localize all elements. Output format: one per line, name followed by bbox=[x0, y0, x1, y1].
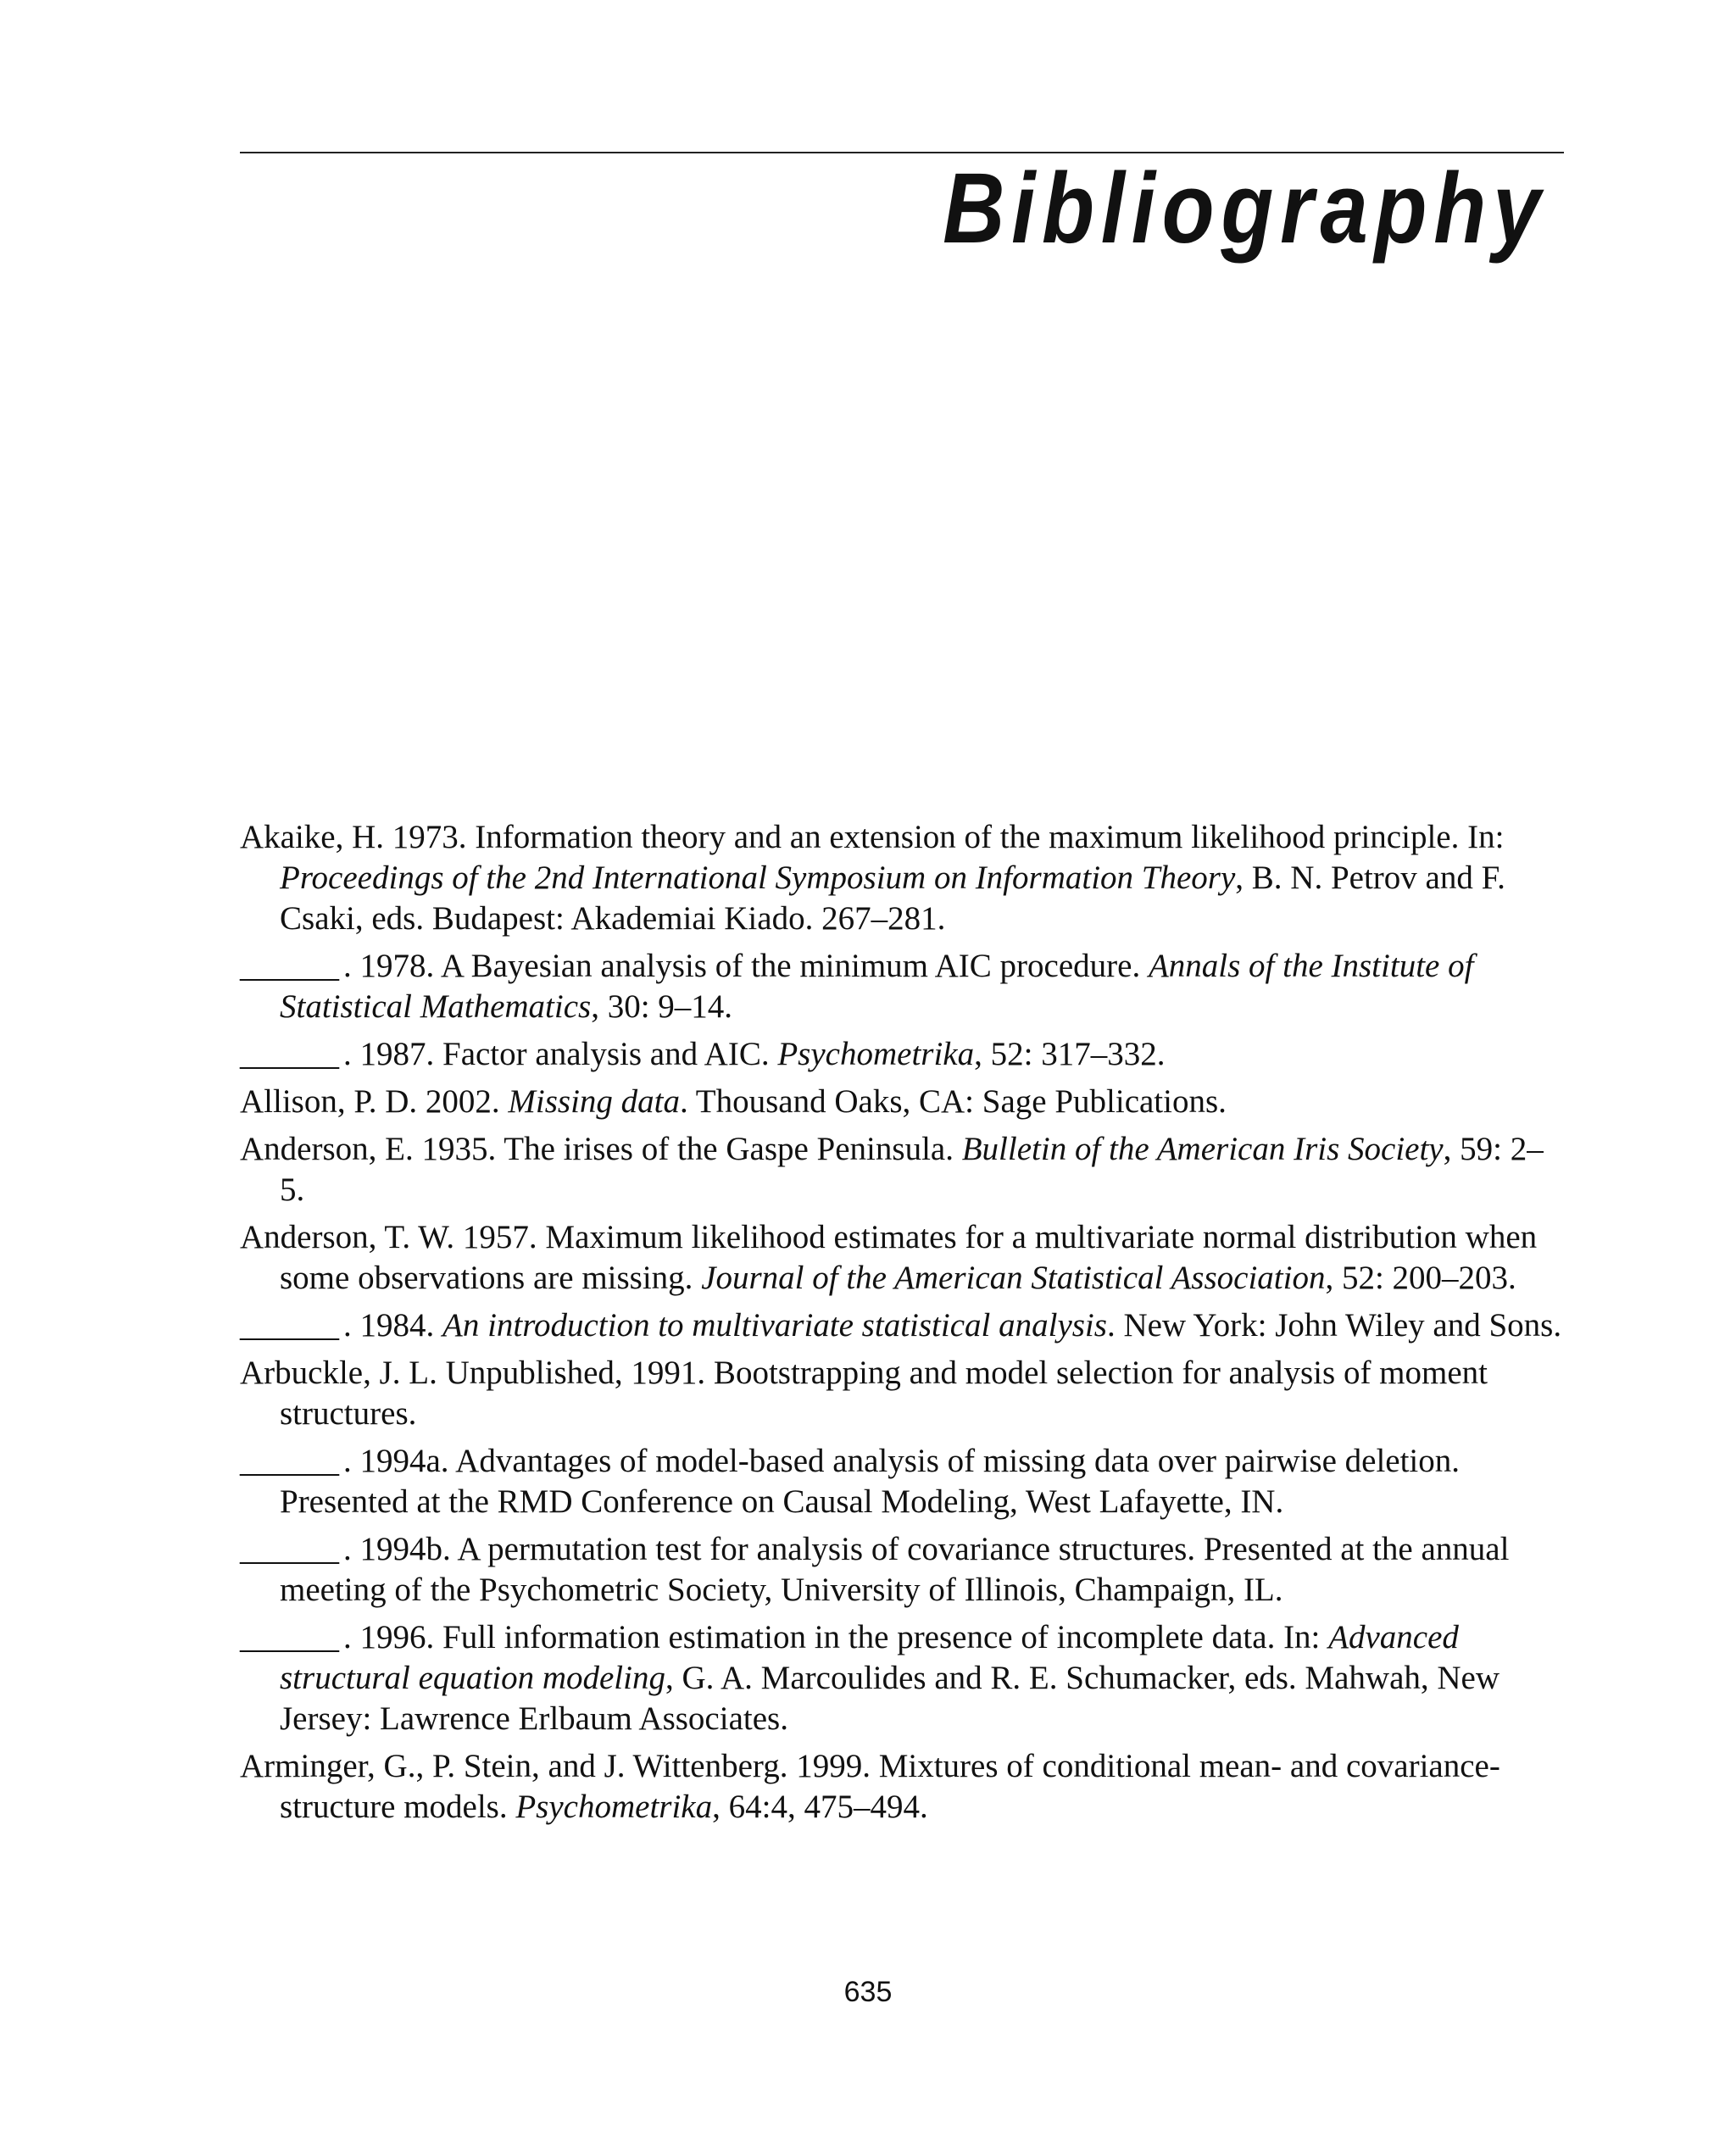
entry-title-italic: Psychometrika bbox=[777, 1036, 975, 1072]
page-number: 635 bbox=[843, 1976, 893, 2008]
entry-text: . 1984. bbox=[343, 1307, 442, 1344]
repeated-author-rule: ______ bbox=[240, 1531, 339, 1567]
entry-text: . 1994b. A permutation test for analysis of covariance structures. Presented at the annual meeting of the Psychometric Society, University of Illinois, Champaign, IL. bbox=[280, 1531, 1510, 1608]
bibliography-entry bbox=[240, 1305, 1566, 1346]
entry-title-italic: Missing data bbox=[508, 1083, 680, 1120]
entry-text: , 64:4, 475–494. bbox=[712, 1789, 928, 1825]
repeated-author-rule: ______ bbox=[240, 1443, 339, 1479]
entry-text: Anderson, E. 1935. The irises of the Gaspe Peninsula. bbox=[240, 1131, 962, 1167]
repeated-author-rule: ______ bbox=[240, 1619, 339, 1655]
bibliography-entry bbox=[240, 946, 1566, 1027]
entry-text: Allison, P. D. 2002. bbox=[240, 1083, 509, 1120]
bibliography-entry bbox=[240, 1082, 1566, 1122]
entry-title-italic: An introduction to multivariate statistical analysis bbox=[442, 1307, 1107, 1344]
entry-title-italic: Annals of the Institute of Statistical Mathematics bbox=[280, 948, 1474, 1025]
entry-text: , B. N. Petrov and F. Csaki, eds. Budapest: Akademiai Kiado. 267–281. bbox=[280, 860, 1505, 937]
entry-text: , 59: 2–5. bbox=[280, 1131, 1544, 1208]
entry-text: Arbuckle, J. L. Unpublished, 1991. Bootstrapping and model selection for analysis of moment structures. bbox=[240, 1355, 1488, 1432]
repeated-author-rule: ______ bbox=[240, 948, 339, 984]
entry-text: . 1994a. Advantages of model-based analysis of missing data over pairwise deletion. Presented at the RMD Conference on Causal Modeling, West Lafayette, IN. bbox=[280, 1443, 1461, 1520]
bibliography-entry bbox=[240, 1746, 1566, 1828]
entry-text: , 30: 9–14. bbox=[591, 988, 733, 1025]
entry-text: . 1996. Full information estimation in the presence of incomplete data. In: bbox=[343, 1619, 1329, 1655]
entry-title-italic: Proceedings of the 2nd International Symposium on Information Theory bbox=[280, 860, 1236, 896]
bibliography-entry bbox=[240, 1353, 1566, 1434]
repeated-author-rule: ______ bbox=[240, 1036, 339, 1072]
entry-title-italic: Psychometrika bbox=[515, 1789, 713, 1825]
chapter-title: Bibliography bbox=[942, 153, 1547, 264]
entry-text: , 52: 200–203. bbox=[1325, 1260, 1516, 1296]
entry-text: , 52: 317–332. bbox=[974, 1036, 1166, 1072]
entry-text: . Thousand Oaks, CA: Sage Publications. bbox=[680, 1083, 1227, 1120]
bibliography-entry bbox=[240, 1034, 1566, 1075]
entry-text: , G. A. Marcoulides and R. E. Schumacker, eds. Mahwah, New Jersey: Lawrence Erlbaum Associates. bbox=[280, 1660, 1500, 1737]
bibliography-entry bbox=[240, 1129, 1566, 1210]
entry-text: Anderson, T. W. 1957. Maximum likelihood estimates for a multivariate normal distribution when some observations are missing. bbox=[240, 1219, 1538, 1296]
entry-text: . New York: John Wiley and Sons. bbox=[1106, 1307, 1562, 1344]
entry-text: Akaike, H. 1973. Information theory and an extension of the maximum likelihood principle. In: bbox=[240, 819, 1505, 855]
repeated-author-rule: ______ bbox=[240, 1307, 339, 1344]
bibliography-entry bbox=[240, 817, 1566, 939]
entry-text: Arminger, G., P. Stein, and J. Wittenberg. 1999. Mixtures of conditional mean- and covariance-structure models. bbox=[240, 1748, 1500, 1825]
bibliography-entry bbox=[240, 1441, 1566, 1522]
entry-text: . 1978. A Bayesian analysis of the minimum AIC procedure. bbox=[343, 948, 1149, 984]
bibliography-entry bbox=[240, 1217, 1566, 1299]
entry-text: . 1987. Factor analysis and AIC. bbox=[343, 1036, 778, 1072]
entry-title-italic: Bulletin of the American Iris Society bbox=[961, 1131, 1444, 1167]
bibliography-entry bbox=[240, 1529, 1566, 1611]
entry-title-italic: Advanced structural equation modeling bbox=[280, 1619, 1459, 1696]
bibliography-entry bbox=[240, 1617, 1566, 1739]
bibliography-list bbox=[240, 817, 1566, 1834]
entry-title-italic: Journal of the American Statistical Association bbox=[701, 1260, 1326, 1296]
